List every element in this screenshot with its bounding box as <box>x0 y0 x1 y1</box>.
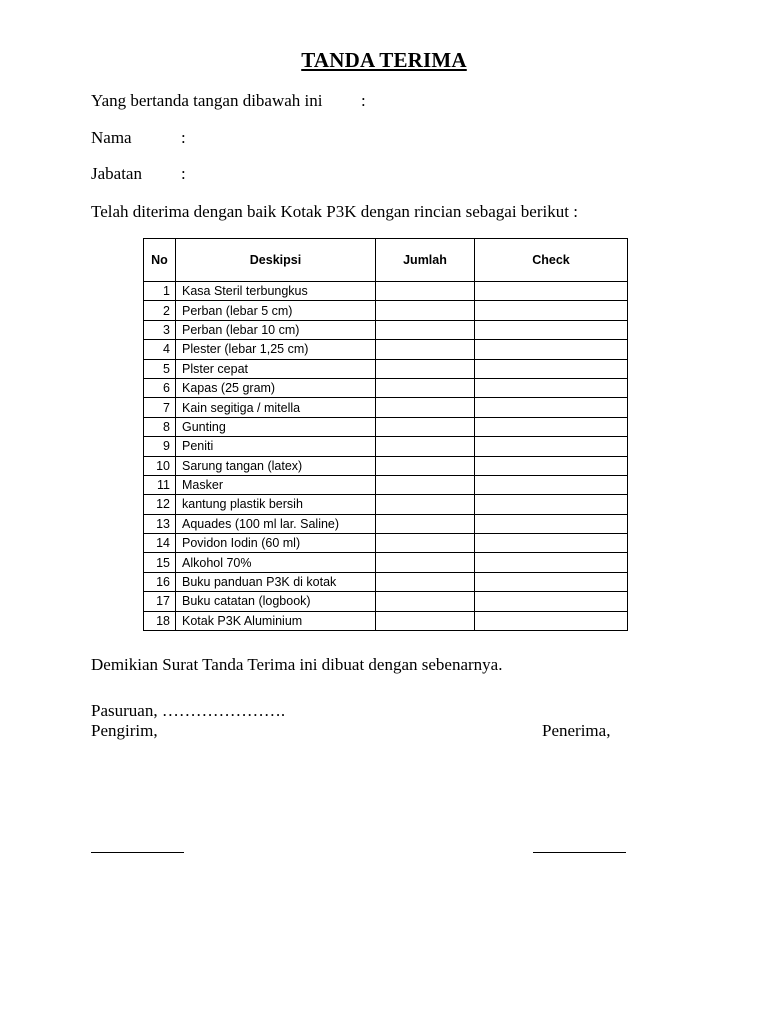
row-number: 10 <box>144 456 176 475</box>
position-colon: : <box>181 164 186 183</box>
row-description: Kotak P3K Aluminium <box>176 611 376 630</box>
items-table <box>143 238 628 631</box>
table-row <box>144 456 628 475</box>
row-quantity-cell <box>376 475 475 494</box>
row-check-cell <box>475 340 628 359</box>
document-title: TANDA TERIMA <box>301 48 467 72</box>
row-quantity-cell <box>376 572 475 591</box>
row-number: 4 <box>144 340 176 359</box>
row-check-cell <box>475 592 628 611</box>
row-description: Sarung tangan (latex) <box>176 456 376 475</box>
receiver-label: Penerima, <box>542 721 611 740</box>
row-description: Gunting <box>176 417 376 436</box>
table-row <box>144 282 628 301</box>
row-quantity-cell <box>376 495 475 514</box>
table-row <box>144 398 628 417</box>
header-quantity: Jumlah <box>376 239 475 282</box>
row-number: 12 <box>144 495 176 514</box>
table-row <box>144 417 628 436</box>
row-check-cell <box>475 282 628 301</box>
row-number: 3 <box>144 320 176 339</box>
row-check-cell <box>475 456 628 475</box>
row-description: Aquades (100 ml lar. Saline) <box>176 514 376 533</box>
row-number: 11 <box>144 475 176 494</box>
row-quantity-cell <box>376 282 475 301</box>
table-row <box>144 378 628 397</box>
header-description: Deskipsi <box>176 239 376 282</box>
row-quantity-cell <box>376 417 475 436</box>
header-check: Check <box>475 239 628 282</box>
row-description: Alkohol 70% <box>176 553 376 572</box>
items-table-body <box>144 282 628 631</box>
row-description: Buku catatan (logbook) <box>176 592 376 611</box>
row-quantity-cell <box>376 398 475 417</box>
row-number: 18 <box>144 611 176 630</box>
row-check-cell <box>475 417 628 436</box>
row-number: 8 <box>144 417 176 436</box>
row-description: Povidon Iodin (60 ml) <box>176 534 376 553</box>
row-number: 1 <box>144 282 176 301</box>
received-statement: Telah diterima dengan baik Kotak P3K dengan rincian sebagai berikut : <box>91 202 578 221</box>
table-row <box>144 553 628 572</box>
table-row <box>144 475 628 494</box>
row-description: Plster cepat <box>176 359 376 378</box>
table-row <box>144 592 628 611</box>
name-label: Nama <box>91 128 132 147</box>
row-number: 15 <box>144 553 176 572</box>
row-description: Perban (lebar 10 cm) <box>176 320 376 339</box>
row-number: 6 <box>144 378 176 397</box>
table-row <box>144 572 628 591</box>
place-date: Pasuruan, …………………. <box>91 701 286 720</box>
sender-label: Pengirim, <box>91 721 158 740</box>
row-description: Kain segitiga / mitella <box>176 398 376 417</box>
row-description: Perban (lebar 5 cm) <box>176 301 376 320</box>
row-quantity-cell <box>376 611 475 630</box>
row-quantity-cell <box>376 320 475 339</box>
row-check-cell <box>475 611 628 630</box>
header-no: No <box>144 239 176 282</box>
table-row <box>144 611 628 630</box>
row-quantity-cell <box>376 534 475 553</box>
position-label: Jabatan <box>91 164 142 183</box>
table-row <box>144 340 628 359</box>
row-number: 17 <box>144 592 176 611</box>
row-number: 14 <box>144 534 176 553</box>
receiver-signature-line <box>533 852 626 853</box>
row-description: kantung plastik bersih <box>176 495 376 514</box>
table-row <box>144 301 628 320</box>
row-check-cell <box>475 301 628 320</box>
row-check-cell <box>475 514 628 533</box>
table-row <box>144 514 628 533</box>
row-description: Kasa Steril terbungkus <box>176 282 376 301</box>
row-check-cell <box>475 320 628 339</box>
row-description: Plester (lebar 1,25 cm) <box>176 340 376 359</box>
row-quantity-cell <box>376 592 475 611</box>
row-description: Masker <box>176 475 376 494</box>
row-number: 5 <box>144 359 176 378</box>
row-check-cell <box>475 553 628 572</box>
row-number: 9 <box>144 437 176 456</box>
row-quantity-cell <box>376 378 475 397</box>
row-number: 2 <box>144 301 176 320</box>
row-number: 7 <box>144 398 176 417</box>
row-check-cell <box>475 398 628 417</box>
table-row <box>144 495 628 514</box>
table-row <box>144 437 628 456</box>
row-check-cell <box>475 437 628 456</box>
signer-colon: : <box>361 91 366 110</box>
row-quantity-cell <box>376 359 475 378</box>
row-check-cell <box>475 572 628 591</box>
row-quantity-cell <box>376 437 475 456</box>
row-quantity-cell <box>376 514 475 533</box>
row-check-cell <box>475 475 628 494</box>
row-check-cell <box>475 359 628 378</box>
row-check-cell <box>475 534 628 553</box>
table-row <box>144 359 628 378</box>
closing-statement: Demikian Surat Tanda Terima ini dibuat dengan sebenarnya. <box>91 655 503 674</box>
sender-signature-line <box>91 852 184 853</box>
row-number: 16 <box>144 572 176 591</box>
row-description: Buku panduan P3K di kotak <box>176 572 376 591</box>
row-check-cell <box>475 378 628 397</box>
row-number: 13 <box>144 514 176 533</box>
name-colon: : <box>181 128 186 147</box>
row-quantity-cell <box>376 301 475 320</box>
row-description: Peniti <box>176 437 376 456</box>
row-quantity-cell <box>376 456 475 475</box>
table-header-row <box>144 239 628 282</box>
signer-label: Yang bertanda tangan dibawah ini <box>91 91 323 110</box>
table-row <box>144 534 628 553</box>
row-description: Kapas (25 gram) <box>176 378 376 397</box>
table-row <box>144 320 628 339</box>
row-check-cell <box>475 495 628 514</box>
row-quantity-cell <box>376 340 475 359</box>
row-quantity-cell <box>376 553 475 572</box>
